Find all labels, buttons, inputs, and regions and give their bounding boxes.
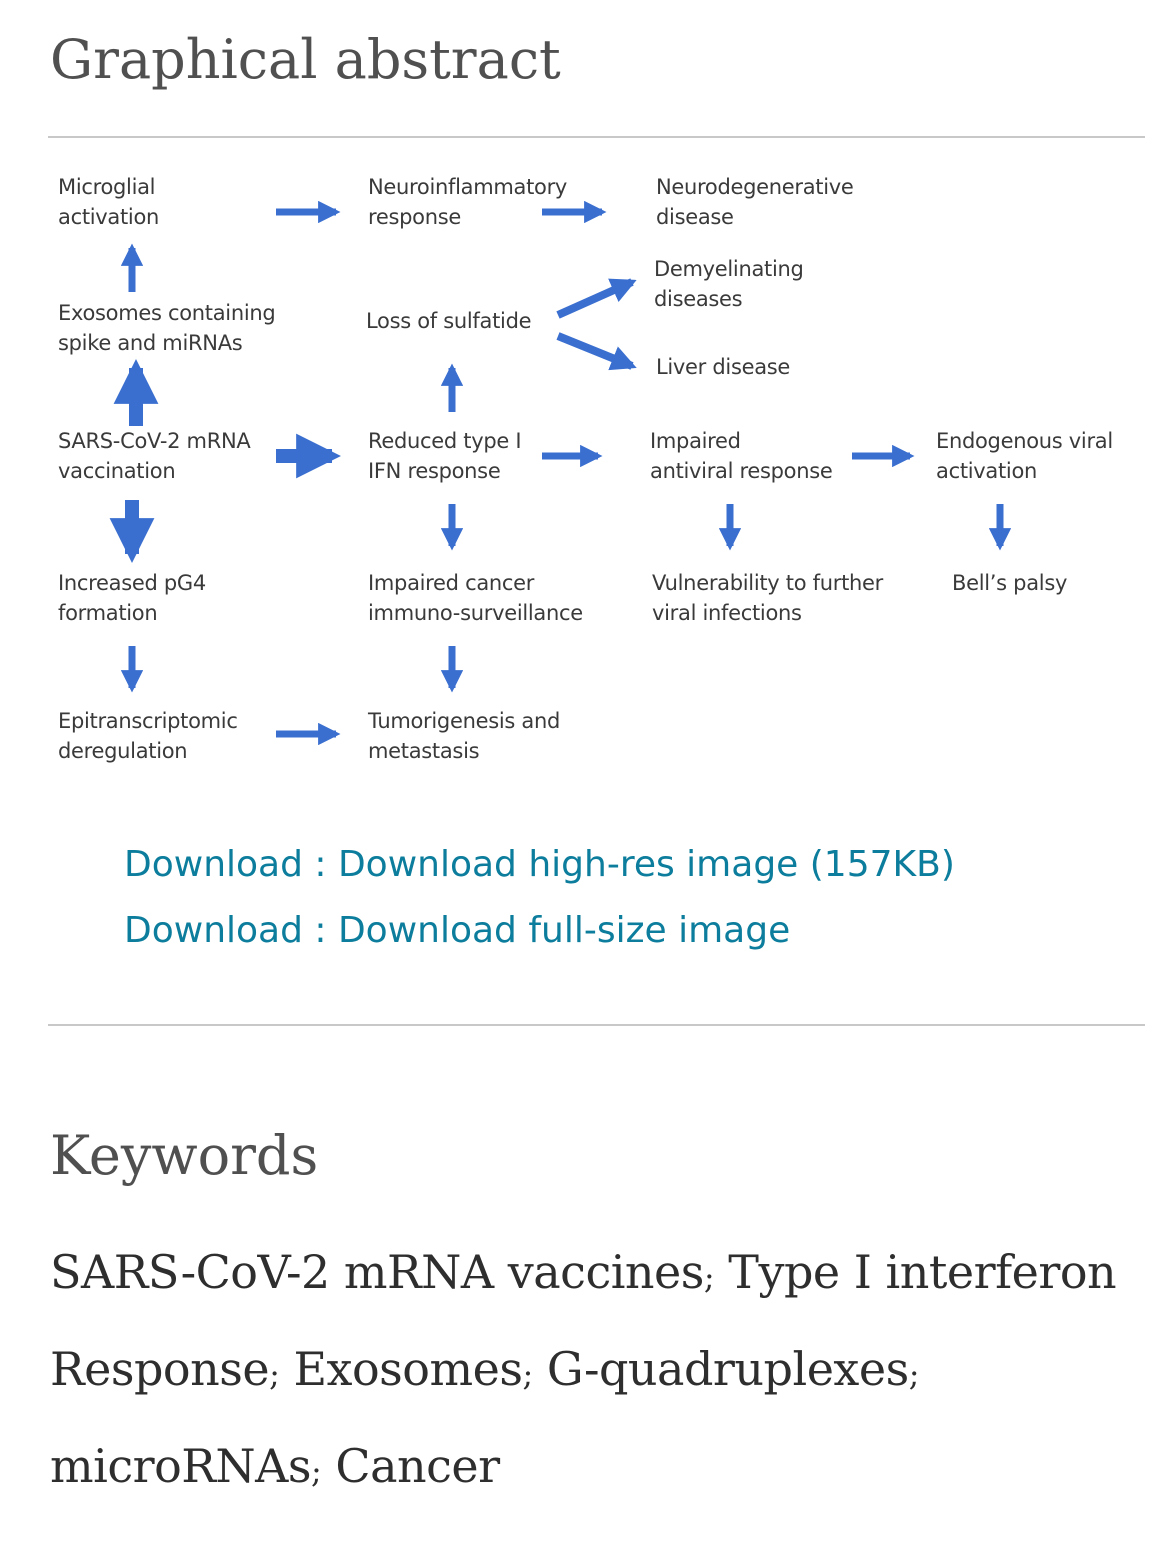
keywords-title: Keywords — [50, 1124, 319, 1187]
download-links — [124, 832, 955, 964]
keyword-separator: ; — [311, 1452, 322, 1490]
keyword[interactable]: SARS-CoV-2 mRNA vaccines — [50, 1245, 704, 1299]
node-microglial-activation: Microglial activation — [58, 175, 160, 229]
node-neurodegenerative-disease: Neurodegenerative disease — [656, 175, 854, 229]
graphical-abstract-figure[interactable] — [40, 160, 1140, 790]
keyword[interactable]: Cancer — [335, 1439, 500, 1493]
keyword[interactable]: microRNAs — [50, 1439, 311, 1493]
node-exosomes: Exosomes containing spike and miRNAs — [58, 301, 276, 355]
node-reduced-ifn-response: Reduced type I IFN response — [368, 429, 522, 483]
graphical-abstract-title: Graphical abstract — [50, 28, 561, 91]
node-vulnerability-viral-infections: Vulnerability to further viral infections — [652, 571, 883, 625]
keyword-separator: ; — [703, 1258, 715, 1296]
arrow-sulfatide-to-liver — [558, 336, 632, 366]
section-divider — [48, 136, 1145, 138]
section-divider — [48, 1024, 1145, 1026]
node-endogenous-viral-activation: Endogenous viral activation — [936, 429, 1113, 483]
arrow-sulfatide-to-demyelinating — [558, 282, 632, 315]
keyword[interactable]: G-quadruplexes — [546, 1342, 909, 1396]
node-vaccination: SARS-CoV-2 mRNA vaccination — [58, 429, 251, 483]
keyword[interactable]: Exosomes — [293, 1342, 523, 1396]
node-impaired-antiviral-response: Impaired antiviral response — [650, 429, 833, 483]
node-neuroinflammatory-response: Neuroinflammatory response — [368, 175, 568, 229]
keyword-separator: ; — [908, 1355, 919, 1393]
keyword-separator: ; — [522, 1355, 533, 1393]
download-high-res-link[interactable]: Download : Download high-res image (157KB) — [124, 844, 955, 885]
node-loss-of-sulfatide: Loss of sulfatide — [366, 309, 532, 333]
keywords-list — [50, 1226, 1140, 1517]
download-full-size-link[interactable]: Download : Download full-size image — [124, 910, 791, 951]
node-liver-disease: Liver disease — [656, 355, 791, 379]
node-tumorigenesis-metastasis: Tumorigenesis and metastasis — [368, 709, 561, 763]
node-bells-palsy: Bell’s palsy — [952, 571, 1068, 595]
keyword[interactable]: Type I interferon Response — [50, 1245, 1117, 1396]
keyword-separator: ; — [269, 1355, 280, 1393]
node-demyelinating-diseases: Demyelinating diseases — [654, 257, 804, 311]
node-impaired-cancer-immunosurveillance: Impaired cancer immuno-surveillance — [368, 571, 583, 625]
node-epitranscriptomic-deregulation: Epitranscriptomic deregulation — [58, 709, 238, 763]
node-increased-pg4-formation: Increased pG4 formation — [58, 571, 206, 625]
